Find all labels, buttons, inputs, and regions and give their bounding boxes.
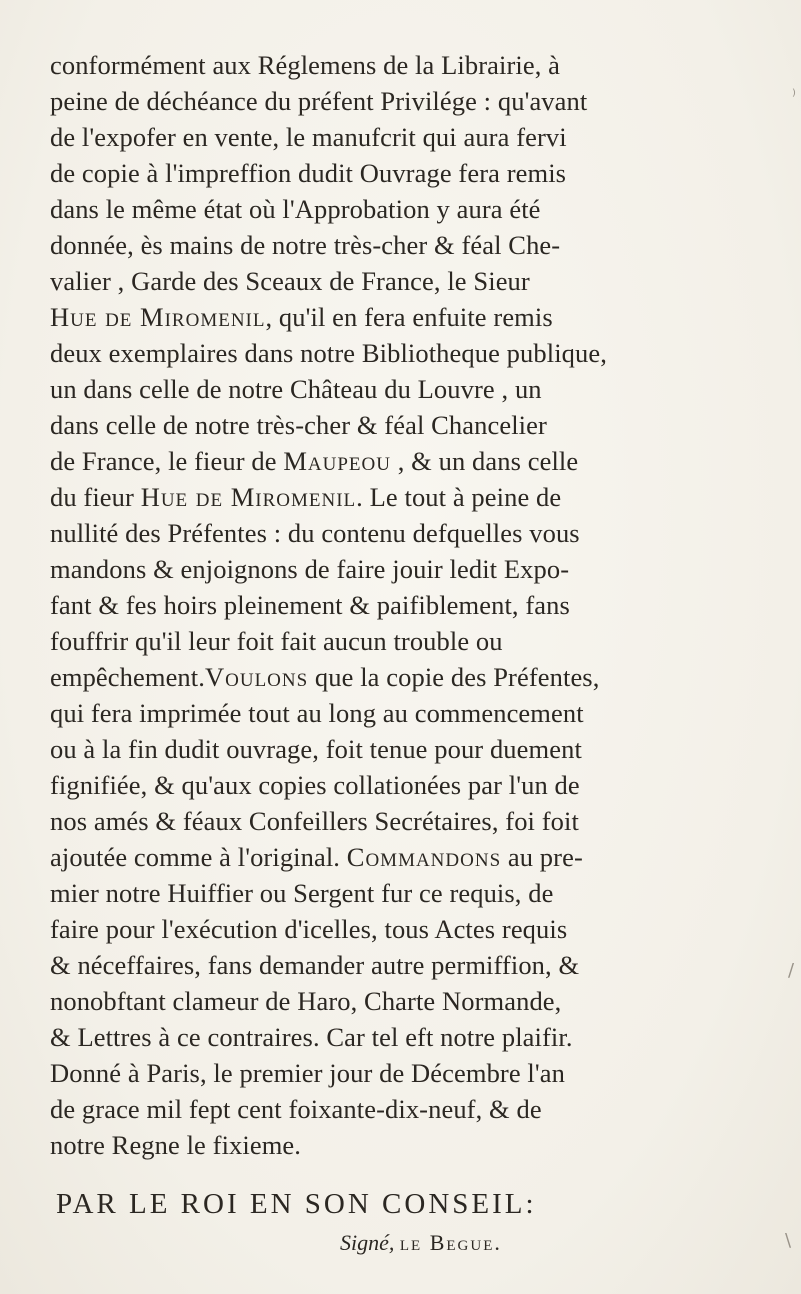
line-text: de France, le fieur de — [50, 446, 277, 476]
text-line — [50, 122, 567, 152]
line-text: Donné à Paris, le premier jour de Décembre l'an — [50, 1058, 565, 1088]
line-text: deux exemplaires dans notre Bibliotheque publique, — [50, 338, 607, 368]
text-line — [50, 878, 553, 908]
text-line — [50, 806, 579, 836]
text-line — [50, 446, 578, 476]
line-text: fant & fes hoirs pleinement & paifiblement, fans — [50, 590, 570, 620]
signatory-name: le Begue. — [399, 1230, 502, 1255]
line-text: fouffrir qu'il leur foit fait aucun trouble ou — [50, 626, 503, 656]
signe-label: Signé, — [340, 1230, 395, 1255]
text-line — [50, 410, 547, 440]
line-text: dans le même état où l'Approbation y aura été — [50, 194, 541, 224]
text-line — [50, 590, 570, 620]
text-line — [50, 1094, 542, 1124]
text-line — [50, 1058, 565, 1088]
line-text: fignifiée, & qu'aux copies collationées par l'un de — [50, 770, 580, 800]
text-line — [50, 374, 542, 404]
line-text: conformément aux Réglemens de la Librairie, à — [50, 50, 561, 80]
line-text: qui fera imprimée tout au long au commencement — [50, 698, 584, 728]
commandons-word: Commandons — [346, 842, 502, 872]
text-line — [50, 842, 583, 872]
line-text: au pre- — [507, 842, 583, 872]
text-line — [50, 950, 579, 980]
line-text: de copie à l'impreffion dudit Ouvrage fera remis — [50, 158, 567, 188]
line-text: notre Regne le fixieme. — [50, 1130, 302, 1160]
text-line — [50, 338, 607, 368]
text-line — [50, 230, 560, 260]
line-text: ajoutée comme à l'original. — [50, 842, 341, 872]
margin-mark: ⁾ — [792, 86, 796, 105]
line-text: un dans celle de notre Château du Louvre , un — [50, 374, 542, 404]
line-text: mandons & enjoignons de faire jouir ledit Expo- — [50, 554, 570, 584]
text-line — [50, 770, 580, 800]
text-line — [50, 914, 567, 944]
section-heading: PAR LE ROI EN SON CONSEIL: — [56, 1188, 537, 1220]
line-text: & néceffaires, fans demander autre permiffion, & — [50, 950, 580, 980]
line-text: de grace mil fept cent foixante-dix-neuf, & de — [50, 1094, 542, 1124]
line-text: & Lettres à ce contraires. Car tel eft notre plaifir. — [50, 1022, 573, 1052]
text-line — [50, 1130, 301, 1160]
line-text: nos amés & féaux Confeillers Secrétaires, foi foit — [50, 806, 579, 836]
line-text: du fieur — [50, 482, 134, 512]
text-line — [50, 302, 553, 332]
line-text: ou à la fin dudit ouvrage, foit tenue pour duement — [50, 734, 582, 764]
line-text: empêchement. — [50, 662, 205, 692]
text-line — [50, 1022, 573, 1052]
line-text: que la copie des Préfentes, — [314, 662, 600, 692]
line-text: , & un dans celle — [397, 446, 579, 476]
text-line — [50, 158, 566, 188]
line-text: peine de déchéance du préfent Privilége : qu'avant — [50, 86, 588, 116]
text-line — [50, 518, 580, 548]
line-text: nonobftant clameur de Haro, Charte Normande, — [50, 986, 562, 1016]
text-line — [50, 50, 560, 80]
line-text: donnée, ès mains de notre très-cher & féal Che- — [50, 230, 561, 260]
line-text: valier , Garde des Sceaux de France, le Sieur — [50, 266, 530, 296]
line-text: nullité des Préfentes : du contenu defquelles vous — [50, 518, 580, 548]
line-text: . Le tout à peine de — [356, 482, 562, 512]
voulons-word: Voulons — [204, 662, 309, 692]
name-miromenil: Hue de Miromenil — [50, 302, 266, 332]
text-line — [50, 194, 541, 224]
name-miromenil: Hue de Miromenil — [140, 482, 357, 512]
line-text: , qu'il en fera enfuite remis — [265, 302, 553, 332]
text-line — [50, 482, 561, 512]
text-line — [50, 554, 569, 584]
margin-mark: / — [788, 960, 795, 981]
signature-line — [340, 1230, 502, 1256]
text-line — [50, 986, 561, 1016]
text-line — [50, 734, 582, 764]
line-text: dans celle de notre très-cher & féal Chancelier — [50, 410, 547, 440]
text-line — [50, 86, 587, 116]
line-text: de l'expofer en vente, le manufcrit qui aura fervi — [50, 122, 567, 152]
margin-mark: \ — [785, 1230, 792, 1251]
text-line — [50, 662, 599, 692]
text-line — [50, 626, 503, 656]
text-line — [50, 698, 584, 728]
line-text: mier notre Huiffier ou Sergent fur ce requis, de — [50, 878, 554, 908]
line-text: faire pour l'exécution d'icelles, tous Actes requis — [50, 914, 568, 944]
name-maupeou: Maupeou — [283, 446, 391, 476]
text-line — [50, 266, 530, 296]
